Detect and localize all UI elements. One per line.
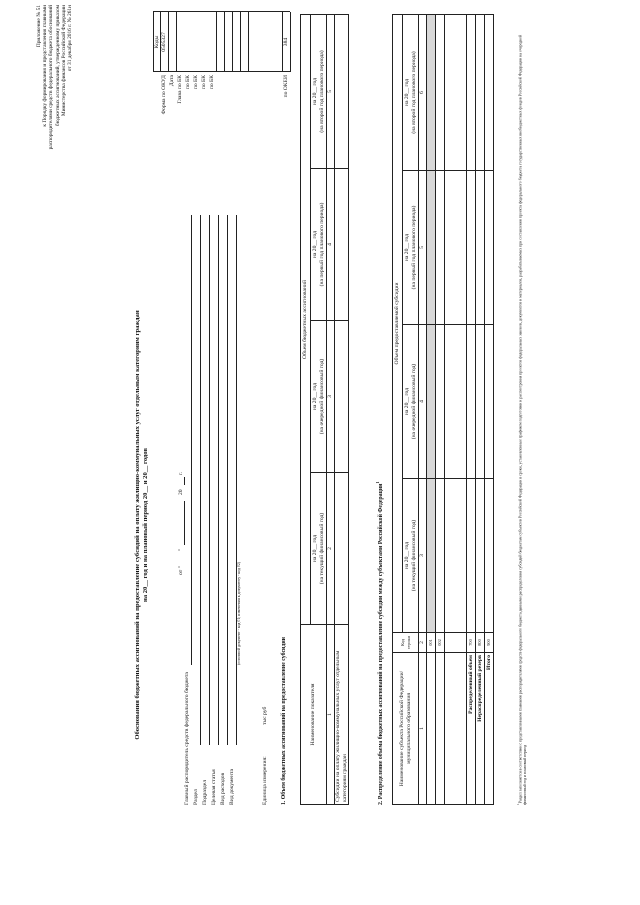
s1-cell	[335, 169, 349, 321]
s1-col-name-header: Наименование показателя	[301, 625, 327, 805]
s2-cell	[485, 325, 494, 479]
okei-label: по ОКЕИ	[283, 75, 289, 98]
s2-row-total: Итого	[485, 653, 494, 805]
footnote	[516, 15, 528, 805]
field-grbs: Главный распорядитель средств федерального бюджета	[184, 672, 190, 805]
s2-col-group-header: Объем предоставляемой субсидии	[393, 14, 403, 632]
date-from: от "	[178, 566, 184, 575]
section2-table	[392, 14, 494, 805]
form-okud-label: Форма по ОКУД	[161, 75, 167, 115]
field-cs: Целевая статья	[211, 769, 217, 805]
codes-header: Коды	[154, 35, 160, 49]
title-line-2: на 20__ год и на плановый период 20__ и 20__ годов	[141, 448, 149, 602]
s1-cell	[335, 321, 349, 473]
po-bk-label-3: по БК	[201, 75, 207, 90]
s2-code-002: 002	[436, 633, 445, 653]
field-vd-note: (основной документ - код 01; изменения к документу - код 02)	[237, 561, 241, 665]
s1-col5-header: на 20__ год (на второй год планового периода)	[311, 15, 327, 169]
field-podrazdel: Подраздел	[202, 779, 208, 805]
s2-cell	[476, 171, 485, 325]
s2-code-001: 001	[427, 633, 436, 653]
s2-row-undistributed: Нераспределенный резерв	[476, 653, 485, 805]
s2-col-name-header: Наименование субъекта Российской Федерации/муниципального образования	[393, 653, 419, 805]
appendix-line-3: распорядителями средств федерального бюджета обоснований	[48, 5, 55, 150]
s2-cell	[476, 325, 485, 479]
s2-row-empty	[445, 653, 467, 805]
s2-code-800: 800	[476, 633, 485, 653]
section2-footnote-mark: 1	[375, 481, 380, 484]
s2-cell	[445, 633, 467, 653]
s1-cell	[335, 15, 349, 169]
s2-col3-header: на 20__ год (на текущий финансовый год)	[403, 479, 419, 633]
s1-col-group-header: Объем бюджетных ассигнований	[301, 15, 311, 625]
glava-bk-label: Глава по БК	[177, 75, 183, 104]
s1-num-5: 5	[327, 15, 335, 169]
s2-cell	[485, 479, 494, 633]
s1-col3-header: на 20__ год (на очередной финансовый год)	[311, 321, 327, 473]
s2-cell	[467, 325, 476, 479]
appendix-line-1: Приложение № 51	[36, 5, 42, 48]
form-code: 0505327	[161, 32, 167, 52]
s1-cell	[335, 473, 349, 625]
s2-col6-header: на 20__ год (на второй год планового периода)	[403, 14, 419, 170]
s2-num-2: 2	[419, 633, 427, 653]
s2-num-1: 1	[419, 653, 427, 805]
s2-cell	[436, 171, 445, 325]
s2-row-subject	[436, 653, 445, 805]
s1-num-2: 2	[327, 473, 335, 625]
section1-heading: 1. Объем бюджетных ассигнований на предоставление субсидии	[281, 636, 287, 805]
po-bk-label-1: по БК	[185, 75, 191, 90]
okei-code: 384	[283, 37, 289, 47]
s1-num-3: 3	[327, 321, 335, 473]
s2-cell	[427, 171, 436, 325]
s2-col4-header: на 20__ год (на очередной финансовый год)	[403, 325, 419, 479]
s2-cell	[436, 325, 445, 479]
s2-row-subject	[427, 653, 436, 805]
title-line-1: Обоснования бюджетных ассигнований на предоставление субсидий на оплату жилищно-коммунальных услуг отдельным категориям граждан	[134, 310, 141, 740]
s1-col2-header: на 20__ год (на текущий финансовый год)	[311, 473, 327, 625]
unit-value: тыс руб	[262, 706, 268, 725]
s2-cell	[467, 171, 476, 325]
s2-code-900: 900	[485, 633, 494, 653]
s2-col5-header: на 20__ год (на первый год планового периода)	[403, 171, 419, 325]
s2-cell	[485, 171, 494, 325]
po-bk-label-4: по БК	[209, 75, 215, 90]
s2-cell	[445, 14, 467, 170]
s2-cell	[436, 14, 445, 170]
appendix-block	[36, 5, 73, 205]
date-year: 20	[178, 489, 184, 495]
s2-cell	[485, 14, 494, 170]
page-title	[134, 205, 149, 845]
s2-row-distributed: Распределенный объем	[467, 653, 476, 805]
s2-num-3: 3	[419, 479, 427, 633]
s2-cell	[467, 479, 476, 633]
appendix-line-6: от 31 декабря 2016 г. № 261н	[67, 5, 74, 72]
s2-code-700: 700	[467, 633, 476, 653]
s1-num-4: 4	[327, 169, 335, 321]
section2-heading: 2. Распределение объема бюджетных ассигнований на предоставление субсидии между субъектами Российской Федерации$^1$	[375, 481, 384, 805]
s2-cell	[476, 14, 485, 170]
field-vr: Вид расходов	[220, 772, 226, 805]
s2-cell	[427, 325, 436, 479]
s2-cell	[427, 14, 436, 170]
appendix-line-2: к Порядку формирования и представления главными	[42, 5, 49, 127]
date-label: Дата	[169, 75, 175, 87]
appendix-line-5: Министерства финансов Российской Федерации	[60, 5, 67, 117]
s1-col4-header: на 20__ год (на первый год планового периода)	[311, 169, 327, 321]
s2-cell	[467, 14, 476, 170]
date-line	[178, 345, 184, 575]
po-bk-label-2: по БК	[193, 75, 199, 90]
s2-cell	[445, 479, 467, 633]
field-vd: Вид документа	[229, 769, 235, 805]
s2-num-4: 4	[419, 325, 427, 479]
s2-cell	[427, 479, 436, 633]
date-quote: "	[178, 548, 184, 551]
field-razdel: Раздел	[193, 789, 199, 805]
s2-num-6: 6	[419, 14, 427, 170]
s1-num-1: 1	[327, 625, 335, 805]
s1-row-subsidies: Субсидии на оплату жилищно-коммунальных услуг отдельным категориям граждан	[335, 625, 349, 805]
unit-label: Единица измерения:	[262, 756, 268, 805]
s2-cell	[445, 171, 467, 325]
section1-table	[300, 14, 349, 805]
date-g: г.	[178, 471, 184, 475]
footnote-text: Раздел заполняется в соответствии с представленными главными распорядителями средств федерального бюджета данными распределения субсидий бюджетам субъектов Российской Федерации в сроки, установленные графиком подготовки и рассмотрения проектов федеральных законов, документов и материалов, разрабатываемых при составлении проекта федерального бюджета государственных внебюджетных фондов Российской Федерации на очередной финансовый год и плановый период	[518, 34, 528, 805]
s2-num-5: 5	[419, 171, 427, 325]
s2-cell	[445, 325, 467, 479]
s2-cell	[476, 479, 485, 633]
s2-col-code-header: Код строки	[393, 633, 419, 653]
footnote-mark: 1	[516, 803, 520, 805]
appendix-line-4: бюджетных ассигнований, утвержденному приказом	[54, 5, 61, 127]
s2-cell	[436, 479, 445, 633]
